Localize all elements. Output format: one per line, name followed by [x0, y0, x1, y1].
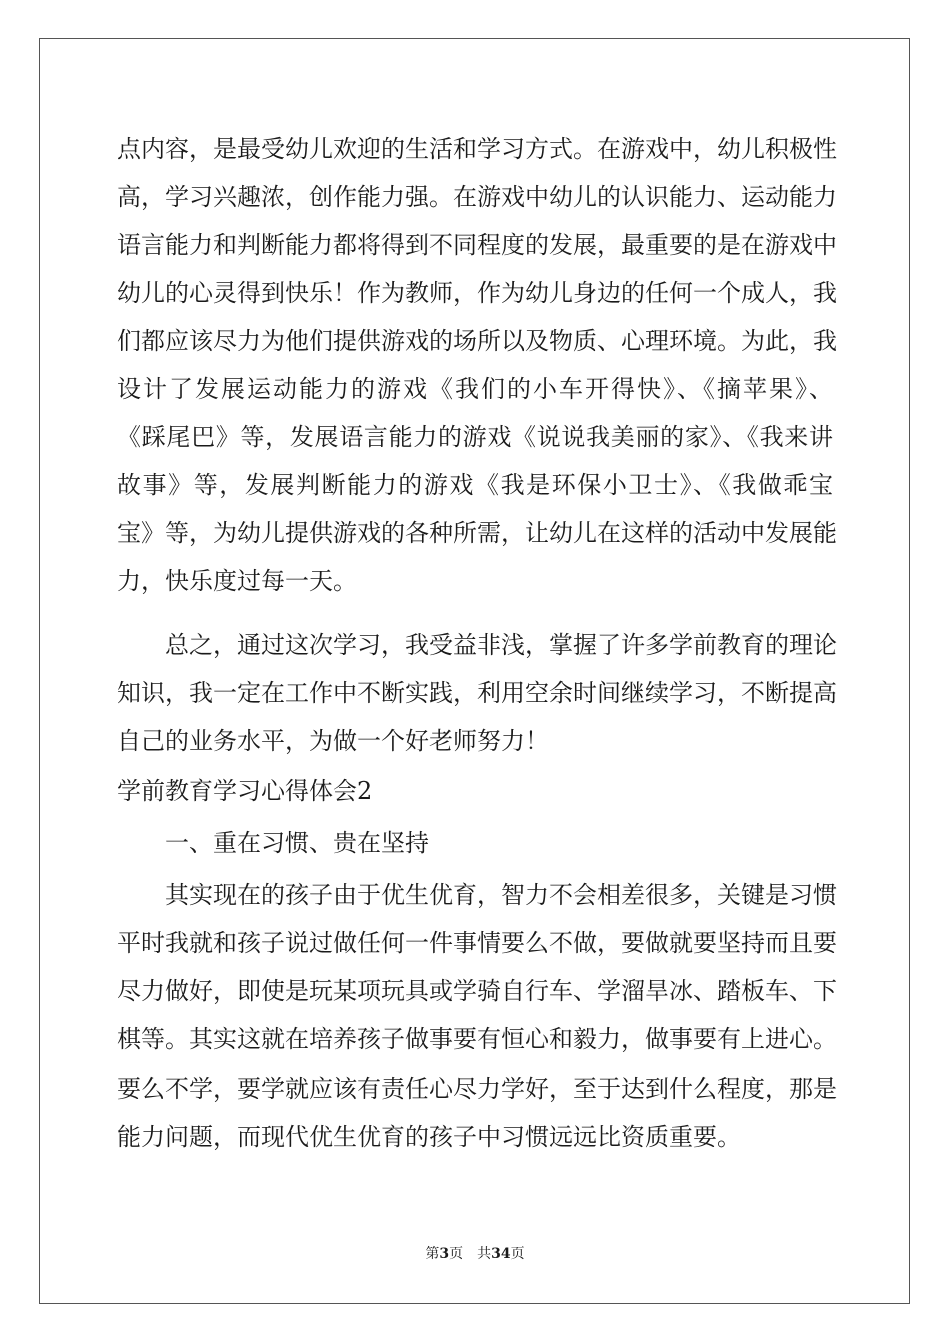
text-line: 知识，我一定在工作中不断实践，利用空余时间继续学习，不断提高 [117, 679, 837, 707]
text-line: 要么不学，要学就应该有责任心尽力学好，至于达到什么程度，那是 [117, 1075, 837, 1103]
text-line: 点内容，是最受幼儿欢迎的生活和学习方式。在游戏中，幼儿积极性 [117, 135, 837, 163]
text-line: 语言能力和判断能力都将得到不同程度的发展，最重要的是在游戏中 [117, 231, 837, 259]
page-footer [0, 1245, 950, 1263]
text-line: 其实现在的孩子由于优生优育，智力不会相差很多，关键是习惯 [165, 881, 837, 909]
page-border [39, 38, 910, 1304]
section-heading: 学前教育学习心得体会2 [117, 777, 373, 805]
text-line: 幼儿的心灵得到快乐！作为教师，作为幼儿身边的任何一个成人，我 [117, 279, 837, 307]
footer-page-suffix: 页 [449, 1246, 464, 1262]
text-line: 自己的业务水平，为做一个好老师努力！ [117, 727, 549, 755]
text-line: 《踩尾巴》等，发展语言能力的游戏《说说我美丽的家》、《我来讲 [117, 423, 833, 451]
text-line: 棋等。其实这就在培养孩子做事要有恒心和毅力，做事要有上进心。 [117, 1025, 837, 1053]
text-line: 宝》等，为幼儿提供游戏的各种所需，让幼儿在这样的活动中发展能 [117, 519, 837, 547]
text-line: 总之，通过这次学习，我受益非浅，掌握了许多学前教育的理论 [165, 631, 837, 659]
footer-total-suffix: 页 [510, 1246, 525, 1262]
text-line: 故事》等，发展判断能力的游戏《我是环保小卫士》、《我做乖宝 [117, 471, 833, 499]
footer-prefix: 第 [425, 1246, 440, 1262]
text-line: 能力问题，而现代优生优育的孩子中习惯远远比资质重要。 [117, 1123, 741, 1151]
text-line: 们都应该尽力为他们提供游戏的场所以及物质、心理环境。为此，我 [117, 327, 837, 355]
text-line: 力，快乐度过每一天。 [117, 567, 357, 595]
page-number: 3 [439, 1246, 450, 1262]
text-line: 高，学习兴趣浓，创作能力强。在游戏中幼儿的认识能力、运动能力 [117, 183, 837, 211]
text-line: 设计了发展运动能力的游戏《我们的小车开得快》、《摘苹果》、 [117, 375, 833, 403]
subheading: 一、重在习惯、贵在坚持 [165, 829, 429, 857]
text-line: 平时我就和孩子说过做任何一件事情要么不做，要做就要坚持而且要 [117, 929, 837, 957]
footer-total-prefix: 共 [477, 1246, 492, 1262]
total-pages: 34 [491, 1246, 511, 1262]
text-line: 尽力做好，即使是玩某项玩具或学骑自行车、学溜旱冰、踏板车、下 [117, 977, 837, 1005]
